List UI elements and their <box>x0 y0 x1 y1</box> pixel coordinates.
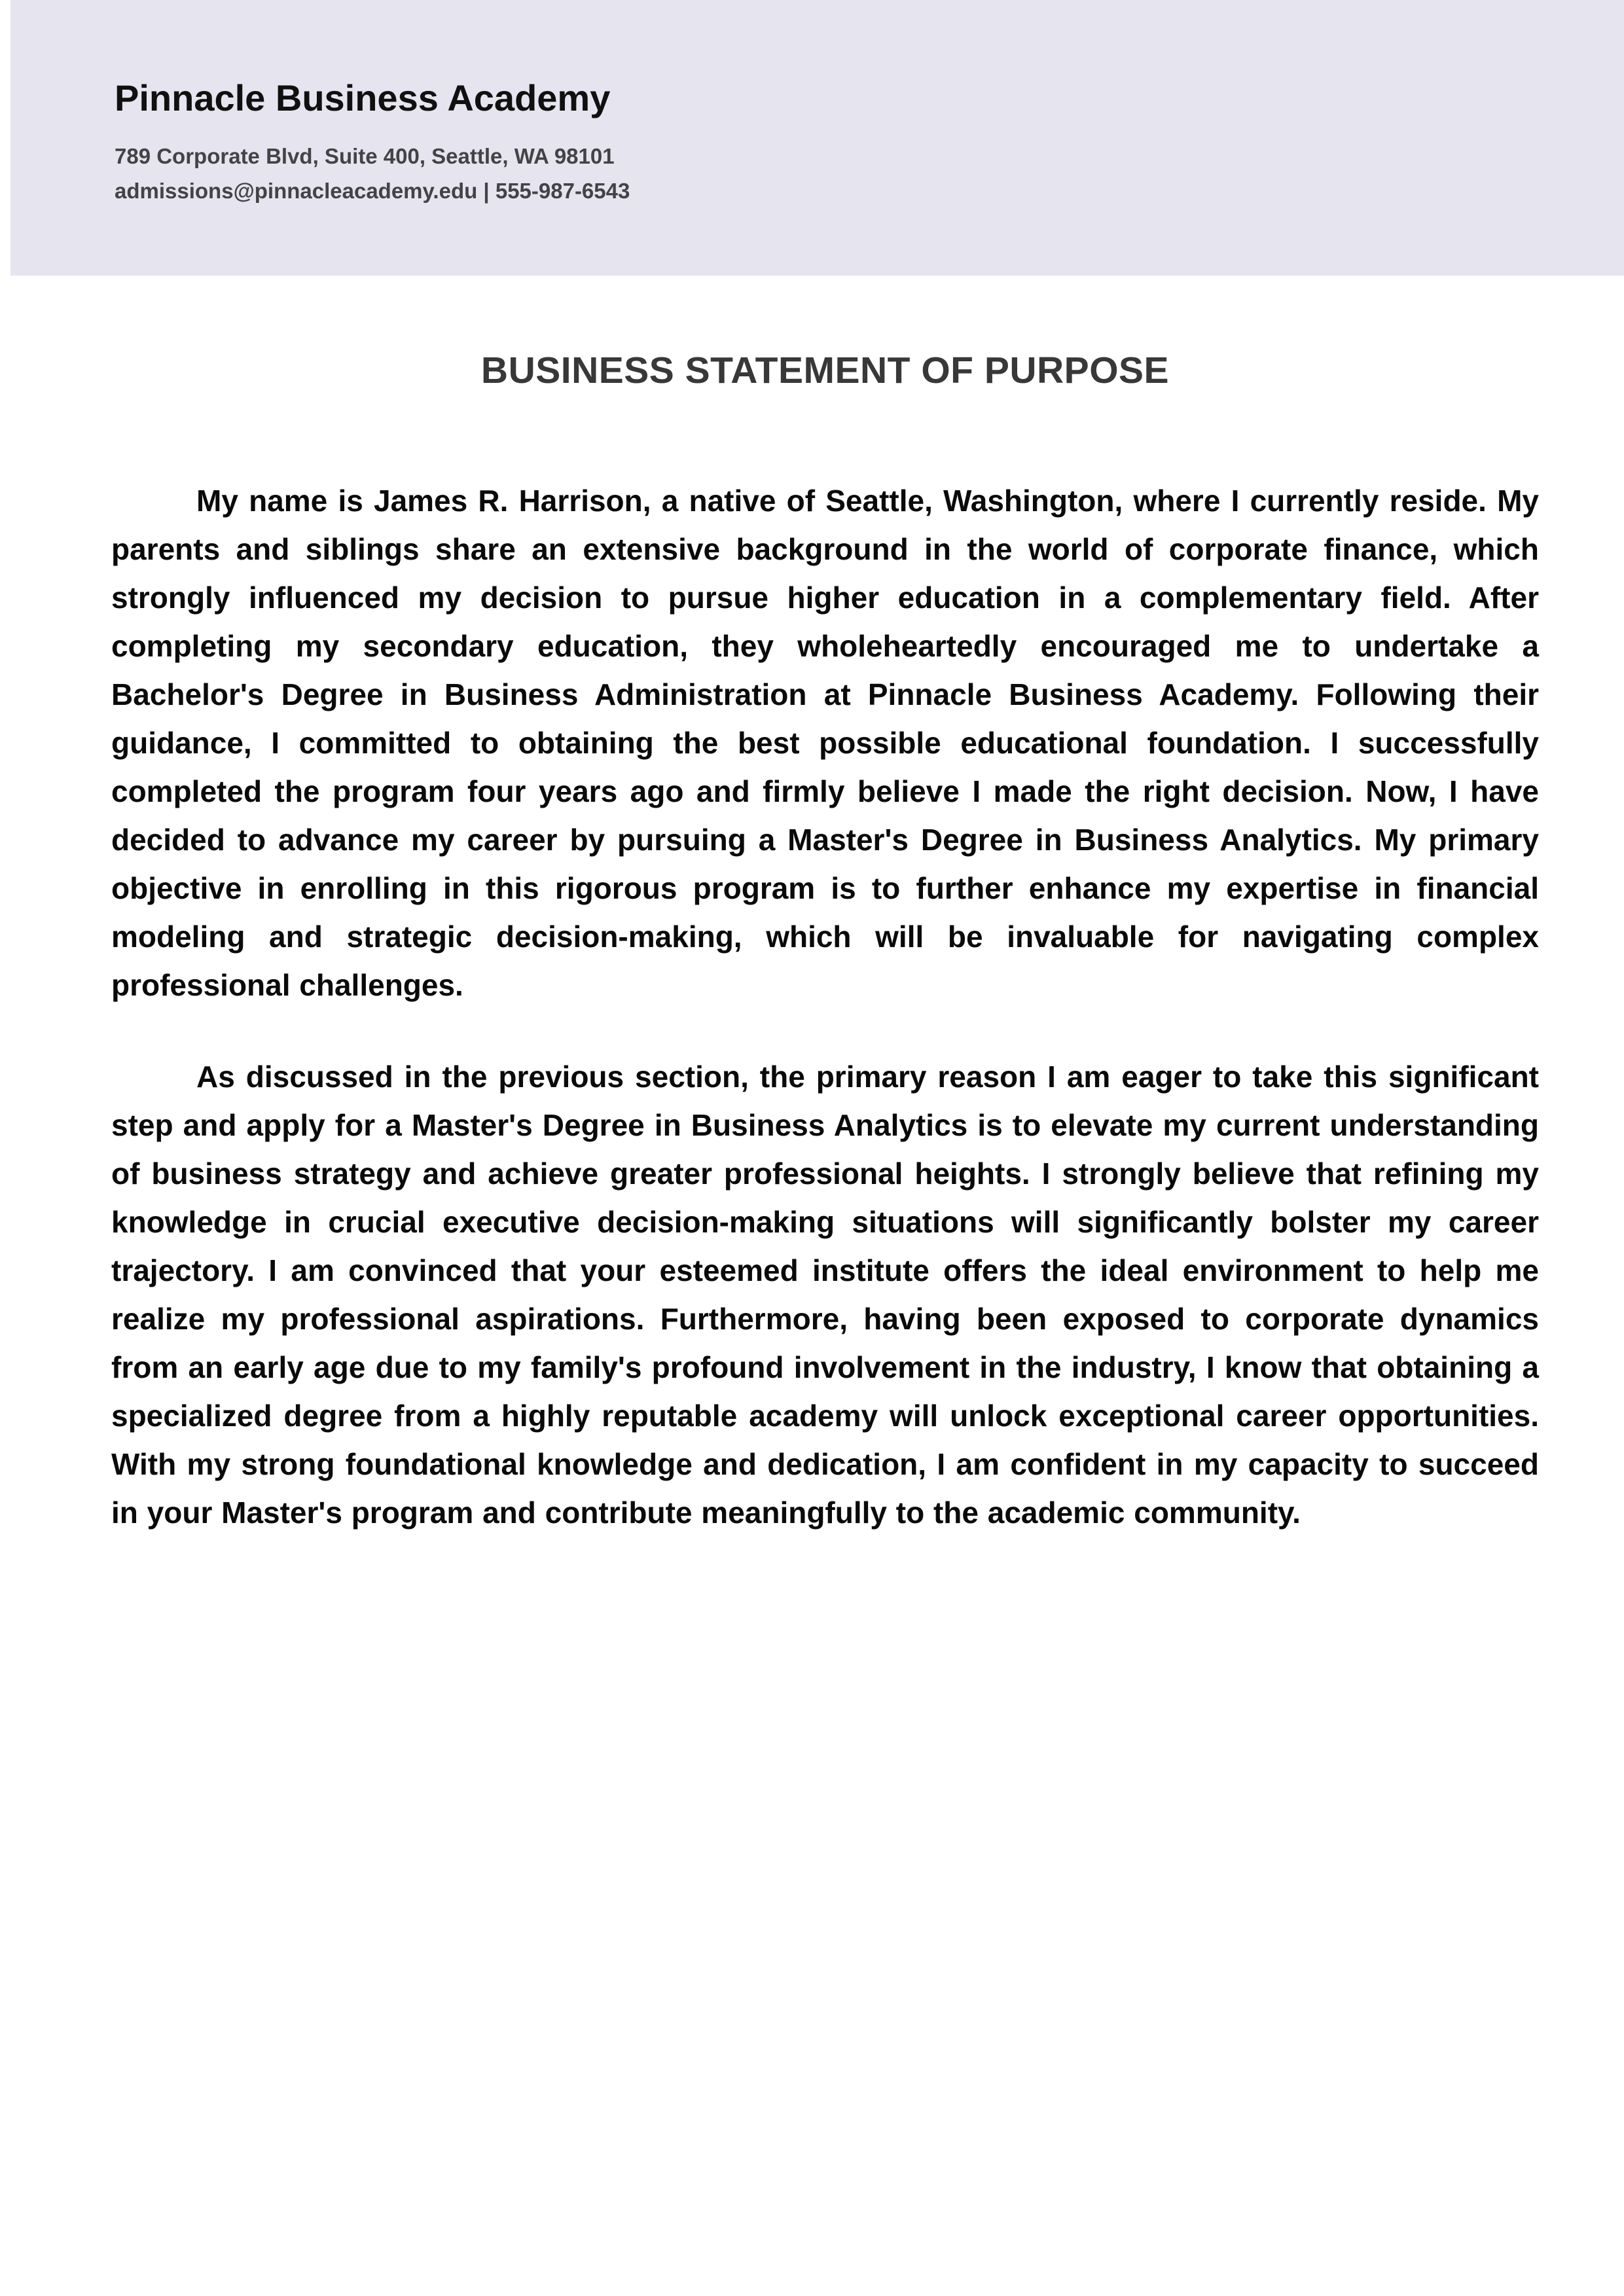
school-address: 789 Corporate Blvd, Suite 400, Seattle, WA 98101 <box>115 144 615 169</box>
document-title: BUSINESS STATEMENT OF PURPOSE <box>480 350 1170 391</box>
sop-paragraph-2: As discussed in the previous section, the primary reason I am eager to take this significant step and apply for a Master's Degree in Business Analytics is to elevate my current understanding of business strategy and achieve greater professional heights. I strongly believe that refining my knowledge in crucial executive decision-making situations will significantly bolster my career trajectory. I am convinced that your esteemed institute offers the ideal environment to help me realize my professional aspirations. Furthermore, having been exposed to corporate dynamics from an early age due to my family's profound involvement in the industry, I know that obtaining a specialized degree from a highly reputable academy will unlock exceptional career opportunities. With my strong foundational knowledge and dedication, I am confident in my capacity to succeed in your Master's program and contribute meaningfully to the academic community. <box>111 1060 1539 1530</box>
statement-text <box>111 476 1539 1537</box>
letterhead <box>10 0 1624 276</box>
sop-paragraph-1: My name is James R. Harrison, a native of Seattle, Washington, where I currently reside. My parents and siblings share an extensive background in the world of corporate finance, which strongly influenced my decision to pursue higher education in a complementary field. After completing my secondary education, they wholeheartedly encouraged me to undertake a Bachelor's Degree in Business Administration at Pinnacle Business Academy. Following their guidance, I committed to obtaining the best possible educational foundation. I successfully completed the program four years ago and firmly believe I made the right decision. Now, I have decided to advance my career by pursuing a Master's Degree in Business Analytics. My primary objective in enrolling in this rigorous program is to further enhance my expertise in financial modeling and strategic decision-making, which will be invaluable for navigating complex professional challenges. <box>111 484 1539 1003</box>
school-contact: admissions@pinnacleacademy.edu | 555-987-6543 <box>115 179 630 204</box>
document-body <box>111 276 1539 1580</box>
school-name: Pinnacle Business Academy <box>115 77 611 118</box>
